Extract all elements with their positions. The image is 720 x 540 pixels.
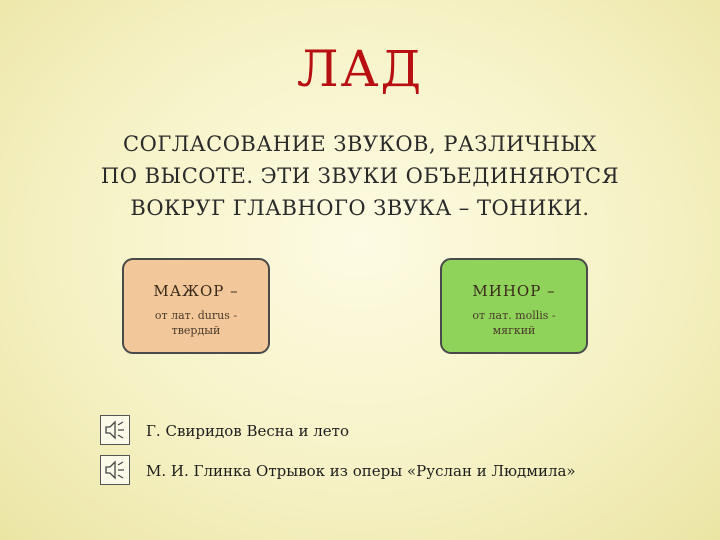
slide-body-text [40, 128, 680, 224]
audio-label: М. И. Глинка Отрывок из оперы «Руслан и Людмила» [146, 462, 576, 480]
audio-label: Г. Свиридов Весна и лето [146, 422, 349, 440]
body-text-line: ПО ВЫСОТЕ. ЭТИ ЗВУКИ ОБЪЕДИНЯЮТСЯ [100, 164, 620, 188]
major-subtext: от лат. durus - твердый [154, 309, 238, 337]
speaker-icon[interactable] [100, 415, 130, 445]
speaker-icon[interactable] [100, 455, 130, 485]
slide-title: ЛАД [296, 40, 424, 98]
minor-subtext: от лат. mollis - мягкий [472, 309, 556, 337]
body-text-line: СОГЛАСОВАНИЕ ЗВУКОВ, РАЗЛИЧНЫХ [123, 132, 597, 156]
major-box [122, 258, 270, 354]
minor-heading: МИНОР – [472, 282, 556, 300]
minor-box [440, 258, 588, 354]
body-text-line: ВОКРУГ ГЛАВНОГО ЗВУКА – ТОНИКИ. [130, 196, 590, 220]
major-heading: МАЖОР – [153, 282, 239, 300]
